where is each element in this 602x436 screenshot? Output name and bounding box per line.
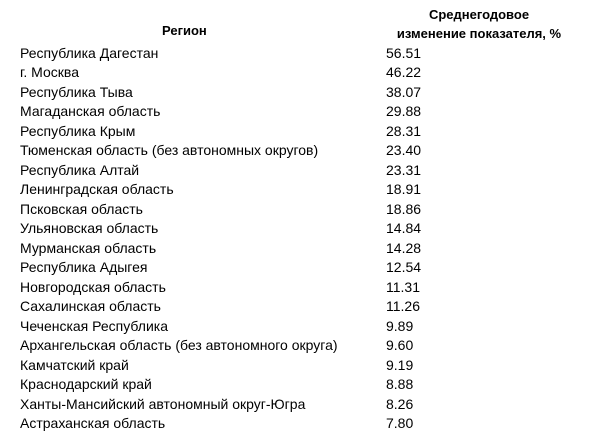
change-value: 11.26 (386, 298, 420, 315)
change-value: 56.51 (386, 44, 422, 61)
change-value: 23.31 (386, 161, 422, 178)
change-value: 14.28 (386, 239, 422, 256)
change-value: 23.40 (386, 142, 422, 159)
change-value: 18.86 (386, 200, 422, 217)
header-change-line2: изменение показателя, % (396, 26, 562, 41)
region-name: Ханты-Мансийский автономный округ-Югра (20, 395, 306, 412)
table-row (20, 121, 580, 141)
change-value: 9.60 (386, 337, 414, 354)
region-name: Республика Адыгея (20, 259, 148, 276)
table-row (20, 355, 580, 375)
change-value: 46.22 (386, 64, 422, 81)
change-value: 28.31 (386, 122, 422, 139)
table-row (20, 297, 580, 317)
change-value: 11.31 (386, 278, 420, 295)
table-row (20, 336, 580, 356)
table-row (20, 180, 580, 200)
change-value: 9.89 (386, 317, 414, 334)
region-name: Псковская область (20, 200, 143, 217)
table-row (20, 63, 580, 83)
region-name: Магаданская область (20, 103, 161, 120)
table-row (20, 82, 580, 102)
table-row (20, 394, 580, 414)
change-value: 7.80 (386, 415, 414, 432)
table-body (20, 43, 580, 433)
change-value: 18.91 (386, 181, 422, 198)
region-name: Краснодарский край (20, 376, 152, 393)
change-value: 12.54 (386, 259, 422, 276)
table-row (20, 375, 580, 395)
header-region: Регион (162, 23, 207, 38)
table-row (20, 102, 580, 122)
table-row (20, 199, 580, 219)
region-name: Мурманская область (20, 239, 157, 256)
table-row (20, 141, 580, 161)
table-row (20, 277, 580, 297)
region-name: Архангельская область (без автономного округа) (20, 337, 338, 354)
change-value: 8.88 (386, 376, 414, 393)
region-name: Республика Дагестан (20, 44, 159, 61)
region-name: Ульяновская область (20, 220, 159, 237)
table-row (20, 258, 580, 278)
region-name: Чеченская Республика (20, 317, 168, 334)
region-name: Сахалинская область (20, 298, 161, 315)
change-value: 38.07 (386, 83, 422, 100)
change-value: 9.19 (386, 356, 414, 373)
table-row (20, 414, 580, 434)
table-row (20, 316, 580, 336)
region-name: Камчатский край (20, 356, 129, 373)
region-name: Ленинградская область (20, 181, 174, 198)
region-name: Тюменская область (без автономных округов) (20, 142, 319, 159)
change-value: 14.84 (386, 220, 422, 237)
region-name: Новгородская область (20, 278, 166, 295)
region-name: Республика Крым (20, 122, 136, 139)
table-row (20, 160, 580, 180)
change-value: 8.26 (386, 395, 414, 412)
header-change-line1: Среднегодовое (428, 7, 530, 22)
region-name: Астраханская область (20, 415, 166, 432)
region-name: г. Москва (20, 64, 79, 81)
table-row (20, 219, 580, 239)
region-name: Республика Алтай (20, 161, 140, 178)
region-name: Республика Тыва (20, 83, 133, 100)
table-row (20, 43, 580, 63)
change-value: 29.88 (386, 103, 422, 120)
header-change (380, 5, 578, 43)
table-row (20, 238, 580, 258)
